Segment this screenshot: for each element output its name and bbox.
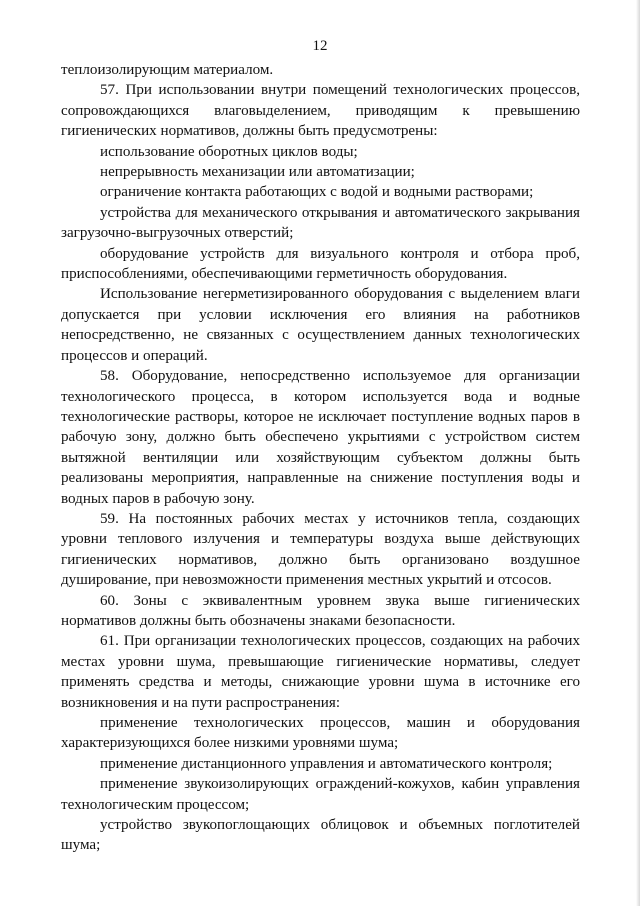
list-item-low-noise-processes: применение технологических процессов, машин и оборудования характеризующихся более низкими уровнями шума; bbox=[61, 715, 580, 752]
page-number: 12 bbox=[312, 38, 328, 54]
document-body bbox=[61, 60, 580, 856]
list-item-mechanization: непрерывность механизации или автоматизации; bbox=[100, 164, 415, 181]
list-item-remote-control: применение дистанционного управления и автоматического контроля; bbox=[100, 755, 553, 772]
list-item-sound-absorbing: устройство звукопоглощающих облицовок и объемных поглотителей шума; bbox=[61, 817, 580, 854]
list-item-recycling-water: использование оборотных циклов воды; bbox=[100, 143, 358, 160]
list-item-soundproof-enclosures: применение звукоизолирующих ограждений-кожухов, кабин управления технологическим процессом; bbox=[61, 776, 580, 813]
paragraph-item-57: 57. При использовании внутри помещений технологических процессов, сопровождающихся влаговыделением, приводящим к превышению гигиенических нормативов, должны быть предусмотрены: bbox=[61, 82, 580, 140]
paragraph-item-58: 58. Оборудование, непосредственно используемое для организации технологического процесса, в котором используется вода и водные технологические растворы, которое не исключает поступление водных паров в рабочую зону, должно быть обеспечено укрытиями с устройством систем вытяжной вентиляции или хозяйствующим субъектом должны быть реализованы мероприятия, направленные на снижение поступления воды и водных паров в рабочую зону. bbox=[61, 368, 580, 507]
scan-edge bbox=[636, 0, 640, 906]
paragraph-item-59: 59. На постоянных рабочих местах у источников тепла, создающих уровни теплового излучения и температуры воздуха выше действующих гигиенических нормативов, должно быть организовано воздушное душирование, при невозможности применения местных укрытий и отсосов. bbox=[61, 510, 580, 589]
paragraph-unsealed-equipment: Использование негерметизированного оборудования с выделением влаги допускается при условии исключения его влияния на работников непосредственно, не связанных с осуществлением данных технологических процессов и операций. bbox=[61, 286, 580, 364]
list-item-contact-limit: ограничение контакта работающих с водой и водными растворами; bbox=[100, 184, 534, 201]
paragraph-item-61: 61. При организации технологических процессов, создающих на рабочих местах уровни шума, превышающие гигиенические нормативы, следует применять средства и методы, снижающие уровни шума в источнике его возникновения и на пути распространения: bbox=[61, 633, 580, 711]
paragraph-continuation: теплоизолирующим материалом. bbox=[61, 62, 274, 78]
paragraph-item-60: 60. Зоны с эквивалентным уровнем звука выше гигиенических нормативов должны быть обозначены знаками безопасности. bbox=[61, 592, 580, 629]
list-item-control-devices: оборудование устройств для визуального контроля и отбора проб, приспособлениями, обеспечивающими герметичность оборудования. bbox=[61, 245, 580, 283]
list-item-opening-devices: устройства для механического открывания и автоматического закрывания загрузочно-выгрузочных отверстий; bbox=[61, 204, 580, 242]
